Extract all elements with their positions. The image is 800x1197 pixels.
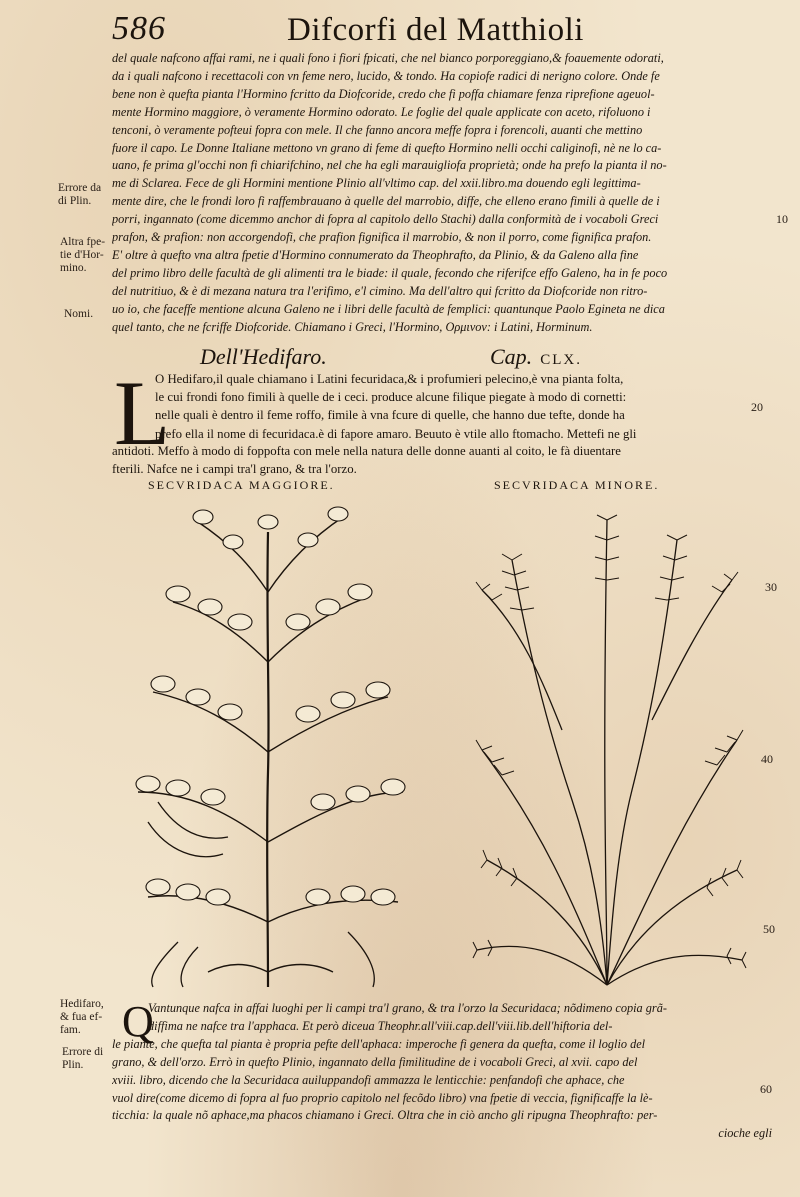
page-header	[112, 10, 772, 52]
margin-note-line: Plin.	[62, 1059, 84, 1071]
running-title: Difcorfi del Matthioli	[287, 12, 584, 48]
text-line: le piante, che quefta tal pianta è propria pefte dell'aphaca: imperoche fi genera da quefta, come il loglio del	[112, 1036, 646, 1051]
securidaca-maggiore-illustration	[118, 492, 418, 992]
margin-note-line: tie d'Hor-	[60, 249, 104, 261]
chapter-number-label: Cap.	[490, 344, 533, 369]
text-line: mente dire, che le frondi loro fi raffembrauano à quelle del marrobio, diffe, che elleno erano fimili à quelle de i	[112, 194, 660, 209]
text-line: grano, & dell'orzo. Errò in quefto Plinio, ingannato della fimilitudine de i vocaboli Greci, al xvii. capo del	[112, 1054, 638, 1069]
text-line: uano, fe prima gl'occhi non fi chiarifchino, nel che ha egli marauigliofa proprietà; onde ha prefo la pianta il no-	[112, 158, 667, 173]
text-line: E' oltre à quefto vna altra fpetie d'Hormino connumerato da Theophrafto, da Plinio, & da Galeno alla fine	[112, 247, 639, 262]
text-line: le cui frondi fono fimili à quelle de i ceci. produce alcune filique piegate à modo di cornetti:	[155, 390, 627, 405]
bottom-paragraph	[112, 997, 772, 1143]
chapter-paragraph-cont	[112, 442, 772, 478]
margin-note-line: & fua ef-	[60, 1011, 103, 1023]
line-number: 10	[776, 212, 788, 226]
text-line: del nutritiuo, & è di mezana natura tra l'erifimo, e'l cimino. Ma dell'altro qui fcritto da Diofcoride non ritro-	[112, 283, 648, 298]
text-line: prefo ella il nome di fecuridaca.è di fapore amaro. Beuuto è vtile allo ftomacho. Mettefi ne gli	[155, 426, 637, 441]
margin-note-errore	[58, 182, 101, 208]
text-line: uo io, che faceffe mentione alcuna Galeno ne i libri delle facultà de femplici: quantunque Paolo Egineta ne dica	[112, 301, 665, 316]
text-line: mente Hormino maggiore, ò veramente Hormino odorato. Le foglie del quale applicate con aceto, rifoluono i	[112, 104, 651, 119]
line-number: 30	[765, 580, 777, 594]
line-number: 40	[761, 752, 773, 766]
text-line: fuore il capo. Le Donne Italiane mettono vn grano di feme di quefto Hormino nelli occhi caliginofi, nè ne lo ca-	[112, 140, 662, 155]
text-line: antidoti. Meffo à modo di foppofta con mele nella natura delle donne auanti al coito, le fà diuentare	[112, 444, 621, 458]
text-line: nelle quali è dentro il feme roffo, fimile à vna fcure di quelle, che hanno due tefte, donde ha	[155, 408, 625, 423]
text-line: porri, ingannato (come dicemmo anchor di fopra al capitolo dello Stachi) dalla conformità de i vocaboli Greci	[112, 212, 659, 227]
line-number: 20	[751, 400, 763, 414]
text-line: ticchia: la quale nõ aphace,ma phacos chiamano i Greci. Oltra che in ciò ancho gli ripugna Theophrafto: per-	[112, 1108, 658, 1123]
text-line: quel tanto, che ne fcriffe Diofcoride. Chiamano i Greci, l'Hormino, Ορμινον: i Latini, Horminum.	[112, 319, 593, 334]
top-paragraph	[112, 50, 760, 337]
margin-note-line: mino.	[60, 262, 87, 274]
text-line: O Hedifaro,il quale chiamano i Latini fecuridaca,& i profumieri pelecino,è vna pianta folta,	[155, 372, 624, 386]
margin-note-errore-2	[62, 1046, 103, 1072]
margin-note-line: Errore da	[58, 182, 102, 194]
margin-note-line: Hedifaro,	[60, 998, 104, 1010]
caption-right: SECVRIDACA MINORE.	[494, 478, 660, 492]
chapter-paragraph	[155, 370, 775, 443]
margin-note-line: Altra fpe-	[60, 236, 106, 248]
margin-note-hedisaro	[60, 998, 104, 1037]
text-line: da i quali nafcono i recettacoli con vn feme nero, lucido, & tondo. Ha copiofe radici di nerigno colore. Onde fe	[112, 68, 660, 83]
text-line: diffima ne nafce tra l'apphaca. Et però diceua Theophr.all'viii.cap.dell'viii.lib.dell'hiftoria del-	[148, 1018, 613, 1033]
line-number: 60	[760, 1082, 772, 1096]
text-line: cioche egli	[718, 1126, 772, 1141]
chapter-heading	[200, 344, 760, 370]
text-line: del primo libro delle facultà de gli alimenti tra le biade: il quale, fecondo che riferifce effo Galeno, ha in fe poco	[112, 265, 668, 280]
drop-cap-q: Q	[122, 997, 154, 1046]
securidaca-minore-illustration	[462, 500, 752, 990]
text-line: me di Sclarea. Fece de gli Hormini mentione Plinio all'vltimo cap. del xxii.libro.ma douendo egli legittima-	[112, 176, 641, 191]
chapter-title: Dell'Hedifaro.	[200, 344, 327, 369]
text-line: fterili. Nafce ne i campi tra'l grano, & tra l'orzo.	[112, 462, 357, 477]
chapter-number	[490, 344, 582, 370]
chapter-number-value: CLX.	[540, 352, 582, 368]
margin-note-line: Nomi.	[64, 308, 94, 320]
margin-note-nomi	[64, 308, 93, 321]
text-line: Vantunque nafca in affai luoghi per li campi tra'l grano, & tra l'orzo la Securidaca; nõdimeno copia grã-	[148, 1001, 667, 1015]
text-line: vuol dire(come dicemo di fopra al fuo proprio capitolo nel fecõdo libro) vna fpetie di veccia, fignificaffe la lè-	[112, 1090, 653, 1105]
text-line: bene non è quefta pianta l'Hormino fcritto da Diofcoride, credo che fi poffa chiamare fenza riprefione ageuol-	[112, 86, 655, 101]
margin-note-altra-spetie	[60, 236, 105, 275]
margin-note-line: di Plin.	[58, 195, 92, 207]
margin-note-line: fam.	[60, 1024, 81, 1036]
drop-cap-l: L	[114, 362, 171, 464]
page-number: 586	[112, 10, 166, 47]
caption-left: SECVRIDACA MAGGIORE.	[148, 478, 335, 492]
text-line: prafon, & prafion: non accorgendofi, che prafion fignifica il marrobio, & non il porro, come fignifica prafon.	[112, 230, 652, 245]
margin-note-line: Errore di	[62, 1046, 104, 1058]
text-line: del quale nafcono affai rami, ne i quali fono i fiori fpicati, che nel bianco porporeggiano,& foauemente odorati,	[112, 51, 664, 65]
text-line: tenconi, ò veramente pofteui fopra con mele. Il che fanno ancora meffe fopra i forencoli, auanti che mettino	[112, 122, 643, 137]
text-line: xviii. libro, dicendo che la Securidaca auiluppandofi ammazza le lenticchie: penfandofi che aphace, che	[112, 1072, 625, 1087]
line-number: 50	[763, 922, 775, 936]
